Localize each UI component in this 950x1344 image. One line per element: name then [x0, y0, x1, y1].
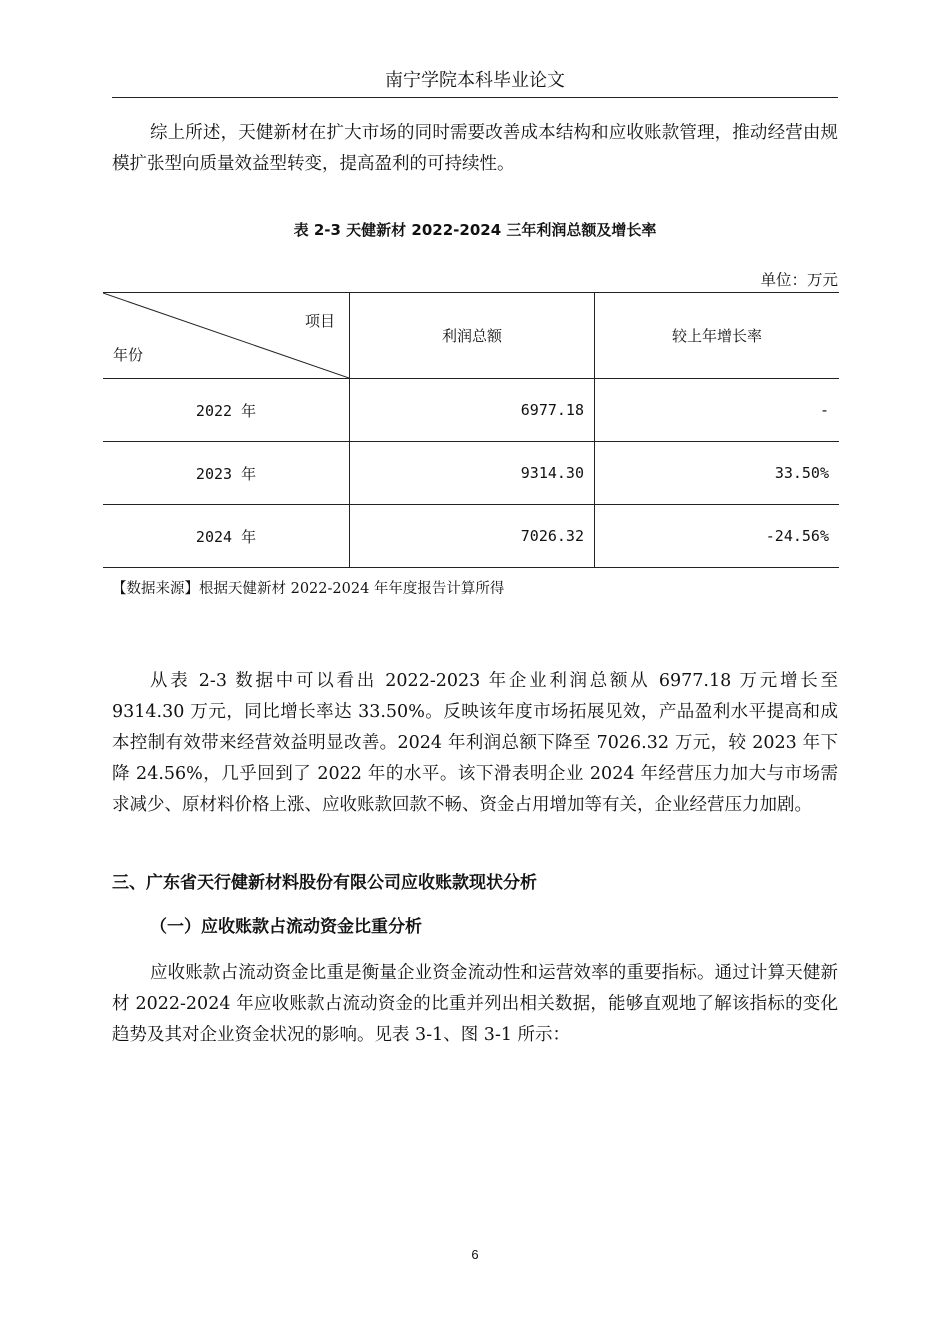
table-caption: 表 2-3 天健新材 2022-2024 三年利润总额及增长率	[293, 221, 657, 239]
cell-profit: 7026.32	[350, 505, 595, 568]
cell-year: 2022 年	[103, 379, 350, 442]
cell-growth: -	[595, 379, 840, 442]
table-row	[103, 505, 839, 568]
subsection-heading: （一）应收账款占流动资金比重分析	[150, 917, 422, 937]
diagonal-line	[103, 293, 349, 378]
cell-growth: -24.56%	[595, 505, 840, 568]
table-source-note: 【数据来源】根据天健新材 2022-2024 年年度报告计算所得	[112, 581, 505, 597]
cell-year: 2023 年	[103, 442, 350, 505]
col-header-profit: 利润总额	[350, 293, 595, 379]
cell-profit: 9314.30	[350, 442, 595, 505]
profit-table	[103, 292, 839, 568]
section-heading: 三、广东省天行健新材料股份有限公司应收账款现状分析	[112, 873, 537, 893]
table-row	[103, 379, 839, 442]
analysis-paragraph: 从表 2-3 数据中可以看出 2022-2023 年企业利润总额从 6977.18 万元增长至 9314.30 万元，同比增长率达 33.50%。反映该年度市场拓展见效，产品盈利水平提高和成本控制有效带来经营效益明显改善。2024 年利润总额下降至 7026.32 万元，较 2023 年下降 24.56%，几乎回到了 2022 年的水平。该下滑表明企业 2024 年经营压力加大与市场需求减少、原材料价格上涨、应收账款回款不畅、资金占用增加等有关，企业经营压力加剧。	[112, 671, 838, 815]
header-rule	[112, 97, 838, 98]
col-header-growth: 较上年增长率	[595, 293, 840, 379]
page-header: 南宁学院本科毕业论文	[385, 70, 565, 91]
section-paragraph: 应收账款占流动资金比重是衡量企业资金流动性和运营效率的重要指标。通过计算天健新材 2022-2024 年应收账款占流动资金的比重并列出相关数据，能够直观地了解该指标的变化趋势及其对企业资金状况的影响。见表 3-1、图 3-1 所示：	[112, 963, 838, 1045]
intro-paragraph: 综上所述，天健新材在扩大市场的同时需要改善成本结构和应收账款管理，推动经营由规模扩张型向质量效益型转变，提高盈利的可持续性。	[112, 123, 838, 174]
page-number: 6	[471, 1247, 479, 1262]
diag-top-label: 项目	[304, 312, 335, 330]
diag-bottom-label: 年份	[113, 346, 144, 364]
cell-year: 2024 年	[103, 505, 350, 568]
table-unit: 单位：万元	[760, 271, 838, 289]
diagonal-header-cell	[103, 293, 350, 379]
table-header-row	[103, 293, 839, 379]
cell-growth: 33.50%	[595, 442, 840, 505]
table-row	[103, 442, 839, 505]
cell-profit: 6977.18	[350, 379, 595, 442]
